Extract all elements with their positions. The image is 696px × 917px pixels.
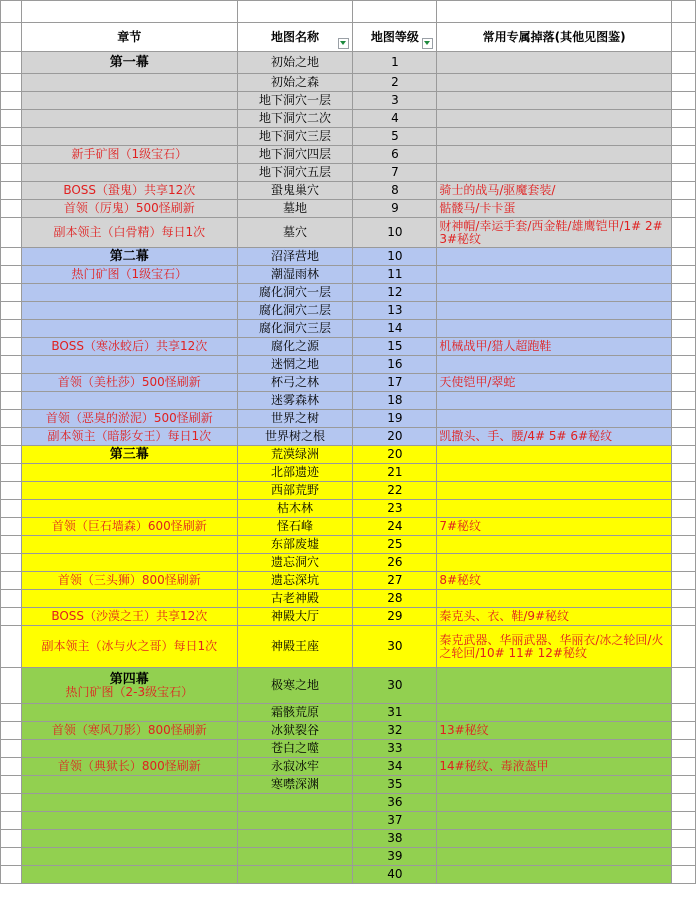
chapter-note: 副本领主（冰与火之哥）每日1次 — [41, 639, 218, 653]
table-row — [1, 668, 696, 704]
drops-cell[interactable] — [437, 164, 672, 182]
chapter-cell[interactable] — [21, 866, 237, 884]
table-row — [1, 446, 696, 464]
chapter-cell[interactable] — [21, 608, 237, 626]
chapter-note: BOSS（蛩鬼）共享12次 — [63, 183, 196, 197]
chapter-cell[interactable] — [21, 830, 237, 848]
map-level-cell[interactable]: 39 — [353, 848, 437, 866]
map-level-cell[interactable]: 31 — [353, 704, 437, 722]
drops-cell[interactable] — [437, 740, 672, 758]
map-name-cell[interactable]: 神殿大厅 — [237, 608, 353, 626]
map-level-cell[interactable]: 19 — [353, 410, 437, 428]
table-row — [1, 356, 696, 374]
map-level-cell[interactable]: 28 — [353, 590, 437, 608]
map-level-cell[interactable]: 12 — [353, 284, 437, 302]
drops-cell[interactable] — [437, 704, 672, 722]
chapter-cell[interactable] — [21, 248, 237, 266]
map-level-cell[interactable]: 33 — [353, 740, 437, 758]
table-row — [1, 866, 696, 884]
chapter-note: 热门矿图（2-3级宝石） — [65, 684, 194, 699]
table-row — [1, 740, 696, 758]
chapter-cell[interactable] — [21, 374, 237, 392]
map-level-cell[interactable]: 23 — [353, 500, 437, 518]
chapter-cell[interactable] — [21, 572, 237, 590]
table-row — [1, 284, 696, 302]
map-name-cell[interactable]: 霜骸荒原 — [237, 704, 353, 722]
map-level-cell[interactable]: 22 — [353, 482, 437, 500]
chapter-note: 首领（三头狮）800怪刷新 — [57, 573, 201, 587]
table-row — [1, 128, 696, 146]
map-level-cell[interactable]: 15 — [353, 338, 437, 356]
chapter-cell[interactable] — [21, 284, 237, 302]
table-row — [1, 266, 696, 284]
map-name-cell[interactable]: 地下洞穴二次 — [237, 110, 353, 128]
map-name-cell[interactable]: 怪石峰 — [237, 518, 353, 536]
drops-cell[interactable] — [437, 464, 672, 482]
drops-cell[interactable] — [437, 248, 672, 266]
drops-cell[interactable] — [437, 392, 672, 410]
table-row — [1, 776, 696, 794]
chapter-note: 新手矿图（1级宝石） — [71, 147, 188, 161]
map-name-cell[interactable]: 神殿王座 — [237, 626, 353, 668]
table-row — [1, 410, 696, 428]
map-level-cell[interactable]: 21 — [353, 464, 437, 482]
drops-cell[interactable]: 骷髅马/卡卡蛋 — [437, 200, 672, 218]
table-row — [1, 374, 696, 392]
chapter-cell[interactable] — [21, 704, 237, 722]
chapter-note: 首领（巨石墙森）600怪刷新 — [51, 519, 207, 533]
header-chapter[interactable]: 章节 — [21, 23, 237, 52]
drops-cell[interactable] — [437, 482, 672, 500]
chapter-note: 热门矿图（1级宝石） — [71, 267, 188, 281]
map-name-cell[interactable]: 蛩鬼巢穴 — [237, 182, 353, 200]
map-level-cell[interactable]: 30 — [353, 668, 437, 704]
table-row — [1, 554, 696, 572]
map-name-cell[interactable]: 荒漠绿洲 — [237, 446, 353, 464]
map-name-cell[interactable]: 苍白之噬 — [237, 740, 353, 758]
chapter-cell[interactable] — [21, 848, 237, 866]
chapter-note: 首领（厉鬼）500怪刷新 — [63, 201, 195, 215]
chapter-note: 副本领主（白骨精）每日1次 — [53, 225, 206, 239]
map-name-cell[interactable]: 潮湿雨林 — [237, 266, 353, 284]
table-row — [1, 626, 696, 668]
chapter-cell[interactable] — [21, 164, 237, 182]
table-row — [1, 52, 696, 74]
chapter-cell[interactable] — [21, 52, 237, 74]
drops-cell[interactable]: 7#秘纹 — [437, 518, 672, 536]
chapter-cell[interactable] — [21, 668, 237, 704]
drops-cell[interactable] — [437, 776, 672, 794]
chapter-cell[interactable] — [21, 266, 237, 284]
map-name-cell[interactable] — [237, 848, 353, 866]
map-name-cell[interactable]: 东部废墟 — [237, 536, 353, 554]
map-name-cell[interactable]: 地下洞穴三层 — [237, 128, 353, 146]
drops-cell[interactable]: 凯撒头、手、腰/4# 5# 6#秘纹 — [437, 428, 672, 446]
drops-cell[interactable] — [437, 320, 672, 338]
map-level-cell[interactable]: 4 — [353, 110, 437, 128]
map-level-cell[interactable]: 3 — [353, 92, 437, 110]
map-level-cell[interactable]: 25 — [353, 536, 437, 554]
drops-cell[interactable]: 14#秘纹、毒液盔甲 — [437, 758, 672, 776]
map-name-cell[interactable]: 世界之树 — [237, 410, 353, 428]
drops-cell[interactable] — [437, 110, 672, 128]
chapter-cell[interactable] — [21, 392, 237, 410]
table-row — [1, 248, 696, 266]
chapter-cell[interactable] — [21, 410, 237, 428]
table-row — [1, 572, 696, 590]
map-name-cell[interactable]: 腐化洞穴一层 — [237, 284, 353, 302]
table-row — [1, 704, 696, 722]
map-name-cell[interactable]: 墓穴 — [237, 218, 353, 248]
act-title: 第二幕 — [109, 249, 149, 264]
chapter-cell[interactable] — [21, 776, 237, 794]
map-name-cell[interactable] — [237, 830, 353, 848]
filter-dropdown-icon[interactable] — [338, 38, 349, 49]
map-name-cell[interactable] — [237, 794, 353, 812]
map-name-cell[interactable]: 地下洞穴四层 — [237, 146, 353, 164]
drops-cell[interactable]: 骑士的战马/驱魔套装/ — [437, 182, 672, 200]
table-row — [1, 392, 696, 410]
table-row — [1, 812, 696, 830]
chapter-note: 首领（恶臭的淤泥）500怪刷新 — [45, 411, 213, 425]
table-row — [1, 320, 696, 338]
header-row — [1, 23, 696, 52]
drops-cell[interactable]: 13#秘纹 — [437, 722, 672, 740]
map-name-cell[interactable]: 遗忘深坑 — [237, 572, 353, 590]
map-level-cell[interactable]: 16 — [353, 356, 437, 374]
header-map-name[interactable]: 地图名称 — [237, 23, 353, 52]
table-row — [1, 830, 696, 848]
map-name-cell[interactable]: 古老神殿 — [237, 590, 353, 608]
map-name-cell[interactable]: 沼泽营地 — [237, 248, 353, 266]
map-level-cell[interactable]: 10 — [353, 248, 437, 266]
map-name-cell[interactable]: 迷惘之地 — [237, 356, 353, 374]
drops-cell[interactable]: 秦克武器、华丽武器、华丽衣/冰之轮回/火之轮回/10# 11# 12#秘纹 — [437, 626, 672, 668]
drops-cell[interactable] — [437, 146, 672, 164]
map-name-cell[interactable]: 初始之地 — [237, 52, 353, 74]
chapter-cell[interactable] — [21, 482, 237, 500]
drops-cell[interactable] — [437, 830, 672, 848]
chapter-cell[interactable] — [21, 74, 237, 92]
map-name-cell[interactable]: 杯弓之林 — [237, 374, 353, 392]
map-level-cell[interactable]: 17 — [353, 374, 437, 392]
map-name-cell[interactable]: 冰狱裂谷 — [237, 722, 353, 740]
table-row — [1, 758, 696, 776]
map-level-cell[interactable]: 38 — [353, 830, 437, 848]
map-level-cell[interactable]: 26 — [353, 554, 437, 572]
drops-cell[interactable]: 天使铠甲/翠蛇 — [437, 374, 672, 392]
table-row — [1, 608, 696, 626]
chapter-cell[interactable] — [21, 626, 237, 668]
drops-cell[interactable] — [437, 446, 672, 464]
chapter-cell[interactable] — [21, 590, 237, 608]
table-row — [1, 200, 696, 218]
chapter-cell[interactable] — [21, 302, 237, 320]
map-level-cell[interactable]: 40 — [353, 866, 437, 884]
chapter-cell[interactable] — [21, 722, 237, 740]
table-row — [1, 590, 696, 608]
map-name-cell[interactable]: 腐化之源 — [237, 338, 353, 356]
map-level-cell[interactable]: 6 — [353, 146, 437, 164]
chapter-cell[interactable] — [21, 320, 237, 338]
drops-cell[interactable] — [437, 92, 672, 110]
map-name-cell[interactable]: 初始之森 — [237, 74, 353, 92]
chapter-note: 首领（典狱长）800怪刷新 — [57, 759, 201, 773]
map-level-cell[interactable]: 14 — [353, 320, 437, 338]
map-name-cell[interactable]: 世界树之根 — [237, 428, 353, 446]
chapter-cell[interactable] — [21, 182, 237, 200]
drops-cell[interactable] — [437, 74, 672, 92]
map-level-cell[interactable]: 9 — [353, 200, 437, 218]
chapter-note: BOSS（寒冰蛟后）共享12次 — [51, 339, 208, 353]
table-row — [1, 722, 696, 740]
map-level-cell[interactable]: 5 — [353, 128, 437, 146]
map-name-cell[interactable]: 地下洞穴一层 — [237, 92, 353, 110]
chapter-cell[interactable] — [21, 146, 237, 164]
map-level-cell[interactable]: 30 — [353, 626, 437, 668]
map-name-cell[interactable]: 西部荒野 — [237, 482, 353, 500]
header-map-level[interactable]: 地图等级 — [353, 23, 437, 52]
map-level-cell[interactable]: 7 — [353, 164, 437, 182]
chapter-cell[interactable] — [21, 536, 237, 554]
chapter-cell[interactable] — [21, 356, 237, 374]
map-name-cell[interactable]: 北部遗迹 — [237, 464, 353, 482]
table-row — [1, 164, 696, 182]
act-title: 第三幕 — [109, 447, 149, 462]
drops-cell[interactable]: 财神帽/幸运手套/西金鞋/雄鹰铠甲/1# 2# 3#秘纹 — [437, 218, 672, 248]
map-level-cell[interactable]: 10 — [353, 218, 437, 248]
chapter-note: 首领（寒风刀影）800怪刷新 — [51, 723, 207, 737]
table-row — [1, 74, 696, 92]
table-row — [1, 848, 696, 866]
map-name-cell[interactable]: 枯木林 — [237, 500, 353, 518]
map-level-cell[interactable]: 20 — [353, 428, 437, 446]
drops-cell[interactable] — [437, 128, 672, 146]
drops-cell[interactable] — [437, 590, 672, 608]
map-name-cell[interactable]: 地下洞穴五层 — [237, 164, 353, 182]
drops-cell[interactable] — [437, 302, 672, 320]
drops-cell[interactable] — [437, 52, 672, 74]
drops-cell[interactable] — [437, 500, 672, 518]
table-row — [1, 146, 696, 164]
drops-cell[interactable] — [437, 848, 672, 866]
table-row — [1, 464, 696, 482]
map-name-cell[interactable]: 腐化洞穴三层 — [237, 320, 353, 338]
map-level-cell[interactable]: 20 — [353, 446, 437, 464]
chapter-cell[interactable] — [21, 110, 237, 128]
chapter-cell[interactable] — [21, 500, 237, 518]
chapter-note: 副本领主（暗影女王）每日1次 — [47, 429, 212, 443]
act-title: 第一幕 — [109, 55, 149, 70]
table-row — [1, 428, 696, 446]
table-row — [1, 536, 696, 554]
drops-cell[interactable] — [437, 410, 672, 428]
chapter-cell[interactable] — [21, 812, 237, 830]
header-drops[interactable]: 常用专属掉落(其他见图鉴) — [437, 23, 672, 52]
chapter-cell[interactable] — [21, 428, 237, 446]
table-row — [1, 110, 696, 128]
chapter-cell[interactable] — [21, 794, 237, 812]
filter-dropdown-icon[interactable] — [422, 38, 433, 49]
table-row — [1, 518, 696, 536]
chapter-cell[interactable] — [21, 218, 237, 248]
drops-cell[interactable] — [437, 356, 672, 374]
drops-cell[interactable] — [437, 266, 672, 284]
chapter-cell[interactable] — [21, 446, 237, 464]
table-row — [1, 500, 696, 518]
drops-cell[interactable]: 机械战甲/猎人超跑鞋 — [437, 338, 672, 356]
drops-cell[interactable]: 秦克头、衣、鞋/9#秘纹 — [437, 608, 672, 626]
table-row — [1, 182, 696, 200]
act-title: 第四幕 — [109, 671, 149, 687]
chapter-cell[interactable] — [21, 554, 237, 572]
chapter-cell[interactable] — [21, 740, 237, 758]
map-level-cell[interactable]: 18 — [353, 392, 437, 410]
chapter-note: BOSS（沙漠之王）共享12次 — [51, 609, 208, 623]
chapter-cell[interactable] — [21, 518, 237, 536]
drops-cell[interactable] — [437, 284, 672, 302]
map-name-cell[interactable]: 迷雾森林 — [237, 392, 353, 410]
drops-cell[interactable] — [437, 866, 672, 884]
drops-cell[interactable] — [437, 812, 672, 830]
map-level-cell[interactable]: 2 — [353, 74, 437, 92]
map-name-cell[interactable]: 墓地 — [237, 200, 353, 218]
map-name-cell[interactable]: 极寒之地 — [237, 668, 353, 704]
map-level-cell[interactable]: 27 — [353, 572, 437, 590]
map-level-cell[interactable]: 35 — [353, 776, 437, 794]
table-row — [1, 338, 696, 356]
map-name-cell[interactable] — [237, 812, 353, 830]
table-row — [1, 482, 696, 500]
table-row — [1, 218, 696, 248]
chapter-cell[interactable] — [21, 758, 237, 776]
map-level-cell[interactable]: 13 — [353, 302, 437, 320]
map-level-cell[interactable]: 37 — [353, 812, 437, 830]
chapter-cell[interactable] — [21, 338, 237, 356]
chapter-cell[interactable] — [21, 92, 237, 110]
map-name-cell[interactable]: 腐化洞穴二层 — [237, 302, 353, 320]
table-row — [1, 302, 696, 320]
map-level-cell[interactable]: 32 — [353, 722, 437, 740]
map-name-cell[interactable] — [237, 866, 353, 884]
map-name-cell[interactable]: 永寂冰牢 — [237, 758, 353, 776]
map-name-cell[interactable]: 寒噤深渊 — [237, 776, 353, 794]
map-level-cell[interactable]: 1 — [353, 52, 437, 74]
chapter-cell[interactable] — [21, 128, 237, 146]
map-name-cell[interactable]: 遗忘洞穴 — [237, 554, 353, 572]
table-row — [1, 794, 696, 812]
table-row — [1, 92, 696, 110]
drops-cell[interactable] — [437, 668, 672, 704]
map-level-cell[interactable]: 24 — [353, 518, 437, 536]
chapter-cell[interactable] — [21, 464, 237, 482]
drops-cell[interactable]: 8#秘纹 — [437, 572, 672, 590]
map-level-cell[interactable]: 36 — [353, 794, 437, 812]
map-level-cell[interactable]: 11 — [353, 266, 437, 284]
chapter-cell[interactable] — [21, 200, 237, 218]
map-level-cell[interactable]: 29 — [353, 608, 437, 626]
map-level-cell[interactable]: 8 — [353, 182, 437, 200]
map-level-cell[interactable]: 34 — [353, 758, 437, 776]
grid-top-row — [1, 1, 696, 23]
chapter-note: 首领（美杜莎）500怪刷新 — [57, 375, 201, 389]
drops-cell[interactable] — [437, 554, 672, 572]
drops-cell[interactable] — [437, 536, 672, 554]
drops-cell[interactable] — [437, 794, 672, 812]
